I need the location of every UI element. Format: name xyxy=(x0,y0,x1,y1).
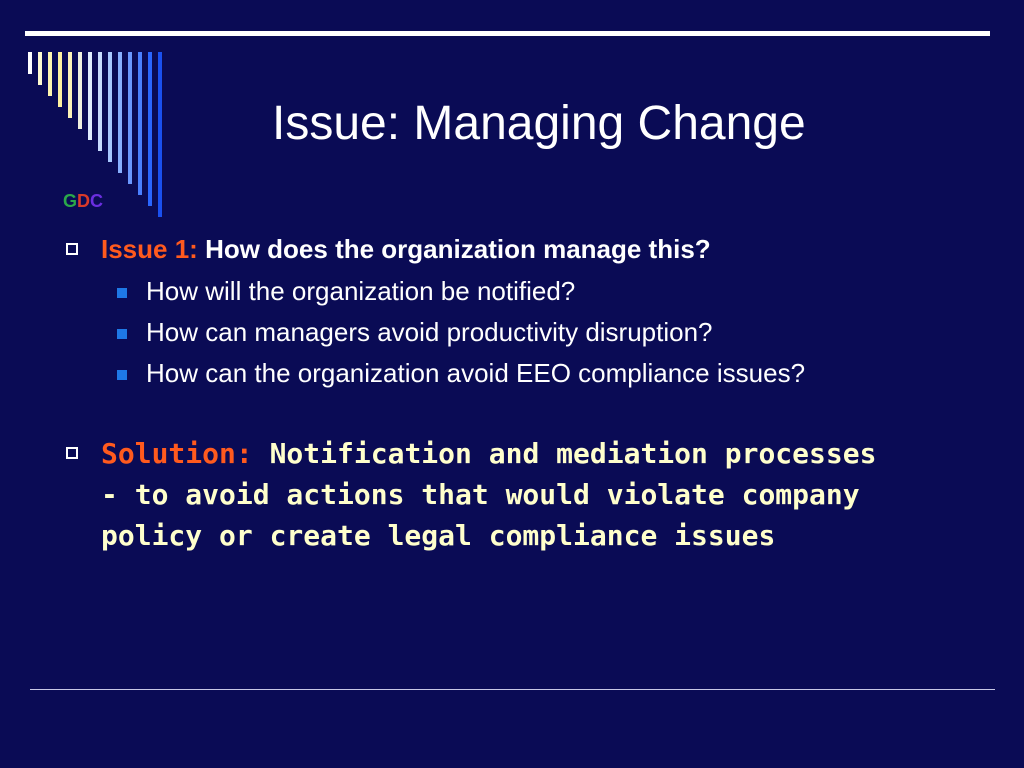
issue-heading xyxy=(101,232,711,266)
decorative-stripe xyxy=(28,52,32,74)
square-bullet-icon xyxy=(117,288,127,298)
hollow-square-bullet-icon xyxy=(66,243,78,255)
solution-text: Notification and mediation processes - to avoid actions that would violate company policy or create legal compliance issues xyxy=(101,437,877,552)
hollow-square-bullet-icon xyxy=(66,447,78,459)
decorative-stripe xyxy=(68,52,72,118)
decorative-stripe xyxy=(118,52,122,173)
issue-question: How does the organization manage this? xyxy=(205,234,711,264)
decorative-stripe xyxy=(98,52,102,151)
decorative-stripe xyxy=(48,52,52,96)
decorative-stripe xyxy=(108,52,112,162)
gdc-logo xyxy=(63,190,103,212)
decorative-stripe xyxy=(58,52,62,107)
bottom-rule xyxy=(30,689,995,690)
logo-letter-g: G xyxy=(63,191,78,211)
decorative-stripe xyxy=(78,52,82,129)
solution-paragraph xyxy=(101,433,881,556)
logo-letter-c: C xyxy=(90,191,104,211)
solution-label: Solution: xyxy=(101,437,253,470)
sub-bullet-notified: How will the organization be notified? xyxy=(146,276,576,306)
decorative-stripe xyxy=(38,52,42,85)
logo-letter-d: D xyxy=(77,191,91,211)
decorative-stripes xyxy=(0,0,200,220)
decorative-stripe xyxy=(138,52,142,195)
decorative-stripe xyxy=(128,52,132,184)
decorative-stripe xyxy=(88,52,92,140)
square-bullet-icon xyxy=(117,329,127,339)
issue-label: Issue 1: xyxy=(101,234,198,264)
decorative-stripe xyxy=(148,52,152,206)
slide-title: Issue: Managing Change xyxy=(272,97,806,150)
sub-bullet-disruption: How can managers avoid productivity disruption? xyxy=(146,317,713,347)
decorative-stripe xyxy=(158,52,162,217)
sub-bullet-eeo: How can the organization avoid EEO compliance issues? xyxy=(146,358,806,388)
square-bullet-icon xyxy=(117,370,127,380)
